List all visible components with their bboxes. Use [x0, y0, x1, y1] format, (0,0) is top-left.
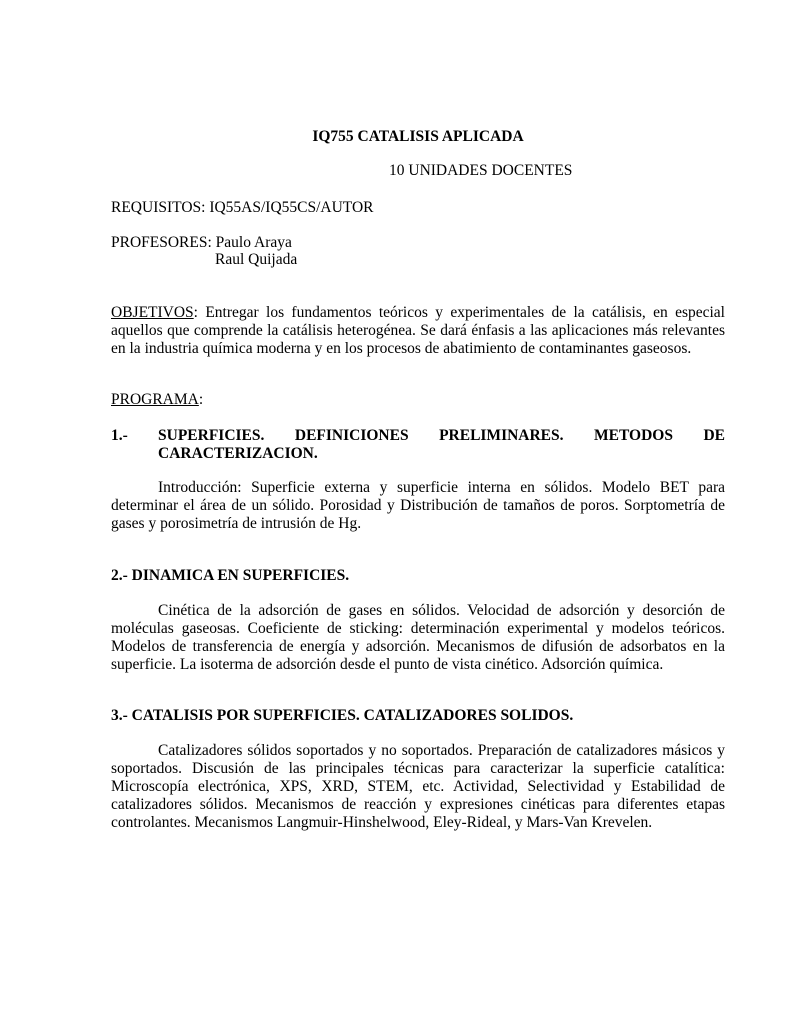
section-3-heading: 3.- CATALISIS POR SUPERFICIES. CATALIZADORES SOLIDOS. [111, 707, 574, 724]
program-label-suffix: : [198, 391, 204, 408]
course-title: IQ755 CATALISIS APLICADA [312, 128, 524, 145]
section-heading-line: CARACTERIZACION. [158, 445, 318, 462]
requisites: REQUISITOS: IQ55AS/IQ55CS/AUTOR [111, 199, 374, 216]
professor-name: Paulo Araya [215, 234, 292, 251]
course-units: 10 UNIDADES DOCENTES [389, 162, 573, 179]
professors [111, 234, 292, 252]
objectives-paragraph [111, 304, 725, 358]
section-number: 1.- [111, 427, 128, 444]
section-2-heading: 2.- DINAMICA EN SUPERFICIES. [111, 567, 350, 584]
objectives-label: OBJETIVOS [111, 304, 194, 321]
professors-label: PROFESORES: [111, 234, 212, 251]
program-label [111, 391, 203, 409]
section-2-body: Cinética de la adsorción de gases en sólidos. Velocidad de adsorción y desorción de moléculas gaseosas. Coeficiente de sticking: determinación experimental y modelos teóricos. Modelos de transferencia de energía y adsorción. Mecanismos de difusión de adsorbatos en la superficie. La isoterma de adsorción desde el punto de vista cinético. Adsorción química. [111, 602, 725, 673]
page-content [111, 0, 725, 1035]
professor-name: Raul Quijada [215, 251, 298, 268]
objectives-text: : Entregar los fundamentos teóricos y experimentales de la catálisis, en especial aquellos que comprende la catálisis heterogénea. Se dará énfasis a las aplicaciones más relevantes en la industria química moderna y en los procesos de abatimiento de contaminantes gaseosos. [111, 304, 725, 357]
section-heading-line: SUPERFICIES. DEFINICIONES PRELIMINARES. METODOS DE [158, 427, 725, 444]
program-label-text: PROGRAMA [111, 391, 199, 408]
section-3-body: Catalizadores sólidos soportados y no soportados. Preparación de catalizadores másicos y soportados. Discusión de las principales técnicas para caracterizar la superficie catalítica: Microscopía electrónica, XPS, XRD, STEM, etc. Actividad, Selectividad y Estabilidad de catalizadores sólidos. Mecanismos de reacción y expresiones cinéticas para diferentes etapas controlantes. Mecanismos Langmuir-Hinshelwood, Eley-Rideal, y Mars-Van Krevelen. [111, 742, 725, 831]
section-1-body: Introducción: Superficie externa y superficie interna en sólidos. Modelo BET para determinar el área de un sólido. Porosidad y Distribución de tamaños de poros. Sorptometría de gases y porosimetría de intrusión de Hg. [111, 479, 725, 532]
section-1-heading [111, 427, 725, 463]
